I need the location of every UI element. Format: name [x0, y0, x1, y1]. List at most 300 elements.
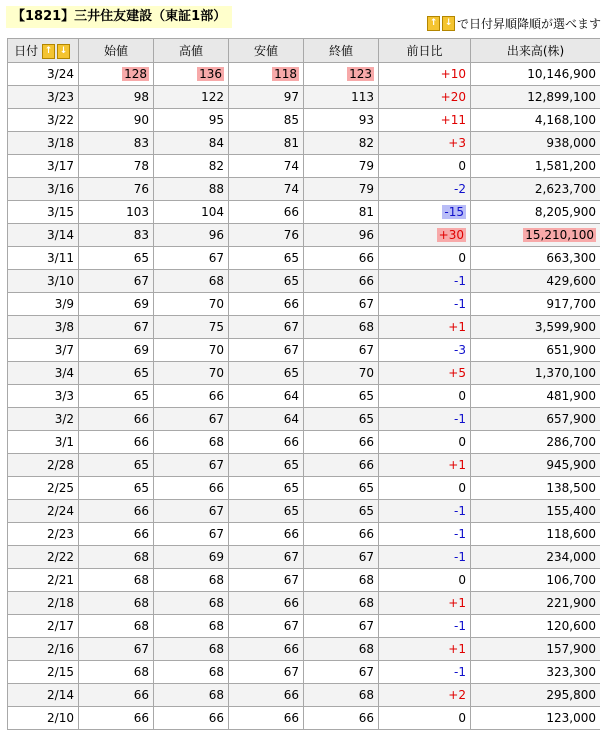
cell-change	[379, 569, 471, 592]
table-row	[8, 661, 601, 684]
cell-date	[8, 592, 79, 615]
cell-high-value: 68	[208, 274, 224, 288]
cell-change-value: +1	[448, 642, 466, 656]
cell-open	[79, 523, 154, 546]
cell-date	[8, 500, 79, 523]
cell-open	[79, 224, 154, 247]
cell-change	[379, 132, 471, 155]
cell-close-value: 96	[358, 228, 374, 242]
cell-date-value: 3/3	[54, 389, 74, 403]
cell-close	[304, 132, 379, 155]
cell-volume-value: 155,400	[546, 504, 596, 518]
cell-date-value: 2/28	[47, 458, 74, 472]
cell-volume-value: 1,581,200	[534, 159, 596, 173]
cell-close-value: 81	[358, 205, 374, 219]
cell-low	[229, 638, 304, 661]
cell-volume-value: 663,300	[546, 251, 596, 265]
cell-volume-value: 157,900	[546, 642, 596, 656]
cell-low	[229, 569, 304, 592]
cell-close-value: 70	[358, 366, 374, 380]
cell-low	[229, 431, 304, 454]
cell-change-value: 0	[458, 159, 466, 173]
cell-close-value: 66	[358, 527, 374, 541]
cell-change	[379, 638, 471, 661]
cell-high	[154, 615, 229, 638]
cell-low	[229, 247, 304, 270]
table-row	[8, 155, 601, 178]
cell-date-value: 2/17	[47, 619, 74, 633]
cell-open	[79, 569, 154, 592]
cell-close-value: 66	[358, 458, 374, 472]
cell-date	[8, 569, 79, 592]
cell-close-value: 68	[358, 642, 374, 656]
cell-high-value: 122	[201, 90, 224, 104]
cell-high	[154, 638, 229, 661]
cell-low-value: 67	[283, 665, 299, 679]
cell-close-value: 65	[358, 412, 374, 426]
cell-change-value: -1	[454, 274, 466, 288]
cell-change	[379, 155, 471, 178]
cell-volume	[471, 86, 601, 109]
cell-open	[79, 86, 154, 109]
cell-low	[229, 362, 304, 385]
table-row	[8, 385, 601, 408]
cell-high	[154, 385, 229, 408]
table-row	[8, 500, 601, 523]
cell-close-value: 65	[358, 504, 374, 518]
cell-high-value: 136	[199, 67, 222, 81]
cell-high-value: 70	[208, 366, 224, 380]
cell-low	[229, 86, 304, 109]
cell-volume	[471, 523, 601, 546]
cell-change	[379, 408, 471, 431]
cell-open	[79, 109, 154, 132]
cell-close-value: 68	[358, 320, 374, 334]
cell-date	[8, 546, 79, 569]
cell-close	[304, 454, 379, 477]
cell-close	[304, 316, 379, 339]
cell-high	[154, 224, 229, 247]
cell-high	[154, 86, 229, 109]
cell-date	[8, 155, 79, 178]
col-volume-header: 出来高(株)	[471, 39, 601, 63]
cell-change-value: +2	[448, 688, 466, 702]
table-row	[8, 224, 601, 247]
cell-change	[379, 454, 471, 477]
cell-open-value: 83	[133, 228, 149, 242]
table-row	[8, 431, 601, 454]
cell-change-value: 0	[458, 573, 466, 587]
cell-low	[229, 132, 304, 155]
cell-close-value: 68	[358, 573, 374, 587]
cell-low	[229, 500, 304, 523]
cell-change-value: -1	[454, 527, 466, 541]
cell-date-value: 3/7	[54, 343, 74, 357]
cell-close	[304, 247, 379, 270]
cell-volume	[471, 684, 601, 707]
cell-low	[229, 454, 304, 477]
cell-low	[229, 201, 304, 224]
table-row	[8, 477, 601, 500]
cell-low-value: 66	[283, 297, 299, 311]
cell-date	[8, 270, 79, 293]
cell-date	[8, 454, 79, 477]
cell-low	[229, 408, 304, 431]
cell-change	[379, 385, 471, 408]
cell-low	[229, 224, 304, 247]
cell-date	[8, 86, 79, 109]
cell-change-value: -1	[454, 412, 466, 426]
cell-change	[379, 201, 471, 224]
page-title: 【1821】三井住友建設（東証1部）	[6, 6, 232, 28]
cell-volume-value: 138,500	[546, 481, 596, 495]
cell-volume	[471, 63, 601, 86]
cell-close	[304, 707, 379, 730]
cell-change	[379, 661, 471, 684]
cell-open-value: 90	[133, 113, 149, 127]
cell-open	[79, 477, 154, 500]
cell-close	[304, 86, 379, 109]
cell-date-value: 2/10	[47, 711, 74, 725]
cell-change-value: -15	[444, 205, 464, 219]
cell-date-value: 3/4	[54, 366, 74, 380]
cell-change	[379, 684, 471, 707]
sort-desc-icon[interactable]: ↓	[442, 16, 455, 31]
cell-date-value: 3/16	[47, 182, 74, 196]
cell-high-value: 66	[208, 711, 224, 725]
cell-low-value: 65	[283, 504, 299, 518]
cell-date	[8, 638, 79, 661]
cell-high	[154, 523, 229, 546]
cell-date	[8, 316, 79, 339]
cell-date	[8, 707, 79, 730]
col-date-label: 日付	[14, 44, 39, 58]
table-row	[8, 247, 601, 270]
table-row	[8, 615, 601, 638]
cell-date	[8, 362, 79, 385]
page-header	[0, 0, 607, 38]
cell-change	[379, 615, 471, 638]
cell-date	[8, 132, 79, 155]
cell-change-value: 0	[458, 251, 466, 265]
cell-high	[154, 178, 229, 201]
cell-low	[229, 661, 304, 684]
cell-date-value: 2/24	[47, 504, 74, 518]
cell-open-value: 66	[133, 435, 149, 449]
cell-date-value: 3/1	[54, 435, 74, 449]
cell-change-value: -3	[454, 343, 466, 357]
cell-low-value: 81	[283, 136, 299, 150]
cell-volume-value: 15,210,100	[525, 228, 594, 242]
cell-open	[79, 546, 154, 569]
cell-change-value: 0	[458, 389, 466, 403]
cell-open	[79, 362, 154, 385]
cell-volume	[471, 247, 601, 270]
sort-note	[427, 14, 601, 32]
cell-open-value: 65	[133, 481, 149, 495]
cell-close	[304, 615, 379, 638]
cell-open	[79, 592, 154, 615]
table-row	[8, 569, 601, 592]
cell-volume-value: 12,899,100	[527, 90, 596, 104]
cell-volume	[471, 707, 601, 730]
cell-high-value: 68	[208, 642, 224, 656]
cell-open	[79, 270, 154, 293]
cell-close-value: 66	[358, 435, 374, 449]
cell-close	[304, 339, 379, 362]
table-row	[8, 362, 601, 385]
cell-volume	[471, 339, 601, 362]
cell-date	[8, 109, 79, 132]
cell-low	[229, 546, 304, 569]
table-row	[8, 132, 601, 155]
cell-high-value: 82	[208, 159, 224, 173]
cell-open-value: 68	[133, 550, 149, 564]
cell-close	[304, 362, 379, 385]
cell-low-value: 66	[283, 711, 299, 725]
table-body	[8, 63, 601, 730]
cell-date	[8, 293, 79, 316]
cell-close	[304, 592, 379, 615]
cell-high	[154, 569, 229, 592]
cell-close	[304, 546, 379, 569]
cell-volume	[471, 661, 601, 684]
cell-date	[8, 385, 79, 408]
cell-high-value: 67	[208, 458, 224, 472]
cell-close	[304, 500, 379, 523]
cell-high	[154, 477, 229, 500]
cell-open	[79, 408, 154, 431]
table-row	[8, 707, 601, 730]
table-row	[8, 684, 601, 707]
cell-high	[154, 707, 229, 730]
cell-high-value: 68	[208, 573, 224, 587]
cell-close-value: 66	[358, 711, 374, 725]
cell-change	[379, 270, 471, 293]
cell-volume-value: 1,370,100	[534, 366, 596, 380]
cell-low-value: 65	[283, 251, 299, 265]
cell-high-value: 67	[208, 412, 224, 426]
cell-date-value: 3/10	[47, 274, 74, 288]
cell-close	[304, 63, 379, 86]
cell-open-value: 66	[133, 688, 149, 702]
cell-high	[154, 109, 229, 132]
cell-volume-value: 4,168,100	[534, 113, 596, 127]
cell-date-value: 2/16	[47, 642, 74, 656]
cell-open	[79, 132, 154, 155]
cell-low	[229, 339, 304, 362]
cell-date	[8, 477, 79, 500]
table-row	[8, 293, 601, 316]
cell-volume	[471, 477, 601, 500]
cell-high-value: 68	[208, 596, 224, 610]
cell-change-value: +3	[448, 136, 466, 150]
table-row	[8, 109, 601, 132]
cell-open-value: 69	[133, 297, 149, 311]
cell-volume	[471, 569, 601, 592]
cell-open	[79, 615, 154, 638]
cell-open-value: 103	[126, 205, 149, 219]
cell-high-value: 88	[208, 182, 224, 196]
cell-high	[154, 408, 229, 431]
cell-open-value: 128	[124, 67, 147, 81]
col-close-header: 終値	[304, 39, 379, 63]
cell-close-value: 67	[358, 550, 374, 564]
cell-change	[379, 247, 471, 270]
cell-low	[229, 477, 304, 500]
cell-change	[379, 63, 471, 86]
cell-date-value: 3/24	[47, 67, 74, 81]
cell-change-value: +1	[448, 596, 466, 610]
cell-open	[79, 661, 154, 684]
cell-volume-value: 234,000	[546, 550, 596, 564]
cell-volume-value: 286,700	[546, 435, 596, 449]
cell-open-value: 67	[133, 642, 149, 656]
cell-high	[154, 592, 229, 615]
cell-high-value: 70	[208, 297, 224, 311]
cell-high	[154, 63, 229, 86]
cell-open-value: 66	[133, 527, 149, 541]
cell-open	[79, 155, 154, 178]
price-table-container	[7, 38, 600, 741]
col-change-header: 前日比	[379, 39, 471, 63]
cell-volume	[471, 454, 601, 477]
cell-date-value: 3/17	[47, 159, 74, 173]
cell-volume	[471, 201, 601, 224]
cell-low-value: 66	[283, 642, 299, 656]
cell-date	[8, 224, 79, 247]
cell-open	[79, 339, 154, 362]
cell-volume-value: 938,000	[546, 136, 596, 150]
cell-low	[229, 155, 304, 178]
cell-close	[304, 661, 379, 684]
cell-open	[79, 293, 154, 316]
table-row	[8, 454, 601, 477]
cell-high-value: 84	[208, 136, 224, 150]
table-row	[8, 523, 601, 546]
cell-high	[154, 339, 229, 362]
cell-close	[304, 224, 379, 247]
cell-low-value: 67	[283, 550, 299, 564]
cell-open	[79, 201, 154, 224]
cell-low	[229, 178, 304, 201]
cell-close	[304, 431, 379, 454]
cell-close	[304, 109, 379, 132]
cell-open-value: 67	[133, 274, 149, 288]
cell-high	[154, 316, 229, 339]
cell-change	[379, 362, 471, 385]
cell-low	[229, 684, 304, 707]
cell-low	[229, 385, 304, 408]
cell-volume-value: 3,599,900	[534, 320, 596, 334]
cell-volume-value: 917,700	[546, 297, 596, 311]
cell-close	[304, 201, 379, 224]
cell-date-value: 2/21	[47, 573, 74, 587]
cell-change	[379, 431, 471, 454]
cell-change	[379, 86, 471, 109]
cell-date	[8, 339, 79, 362]
cell-open-value: 83	[133, 136, 149, 150]
cell-date-value: 2/18	[47, 596, 74, 610]
cell-date-value: 3/23	[47, 90, 74, 104]
table-header-row	[8, 39, 601, 63]
cell-low-value: 66	[283, 205, 299, 219]
cell-close	[304, 385, 379, 408]
table-row	[8, 339, 601, 362]
cell-open-value: 68	[133, 665, 149, 679]
cell-low-value: 97	[283, 90, 299, 104]
cell-date-value: 2/22	[47, 550, 74, 564]
cell-volume	[471, 293, 601, 316]
table-row	[8, 546, 601, 569]
cell-date-value: 3/14	[47, 228, 74, 242]
cell-low-value: 85	[283, 113, 299, 127]
cell-close	[304, 638, 379, 661]
date-sort-asc-icon[interactable]: ↑	[42, 44, 55, 59]
cell-high	[154, 454, 229, 477]
cell-date	[8, 684, 79, 707]
cell-change	[379, 707, 471, 730]
cell-date	[8, 63, 79, 86]
cell-volume	[471, 431, 601, 454]
cell-high	[154, 201, 229, 224]
cell-change-value: 0	[458, 435, 466, 449]
table-row	[8, 86, 601, 109]
cell-close	[304, 270, 379, 293]
cell-close	[304, 178, 379, 201]
cell-close	[304, 408, 379, 431]
cell-volume	[471, 500, 601, 523]
col-date-header[interactable]	[8, 39, 79, 63]
cell-open-value: 65	[133, 389, 149, 403]
cell-change	[379, 500, 471, 523]
cell-close	[304, 523, 379, 546]
cell-change	[379, 477, 471, 500]
cell-high	[154, 546, 229, 569]
sort-asc-icon[interactable]: ↑	[427, 16, 440, 31]
cell-close-value: 68	[358, 596, 374, 610]
cell-open	[79, 431, 154, 454]
cell-volume-value: 106,700	[546, 573, 596, 587]
cell-low-value: 76	[283, 228, 299, 242]
cell-low-value: 64	[283, 389, 299, 403]
cell-high	[154, 132, 229, 155]
cell-open	[79, 178, 154, 201]
cell-open	[79, 316, 154, 339]
cell-change-value: 0	[458, 481, 466, 495]
cell-volume	[471, 155, 601, 178]
cell-date-value: 2/15	[47, 665, 74, 679]
cell-change	[379, 293, 471, 316]
cell-volume	[471, 385, 601, 408]
cell-date-value: 2/23	[47, 527, 74, 541]
cell-open	[79, 63, 154, 86]
cell-change-value: -1	[454, 550, 466, 564]
cell-volume-value: 2,623,700	[534, 182, 596, 196]
cell-date	[8, 661, 79, 684]
cell-high-value: 69	[208, 550, 224, 564]
date-sort-desc-icon[interactable]: ↓	[57, 44, 70, 59]
cell-change	[379, 178, 471, 201]
cell-date	[8, 178, 79, 201]
cell-low-value: 65	[283, 274, 299, 288]
cell-change-value: +10	[440, 67, 466, 81]
table-row	[8, 592, 601, 615]
cell-low	[229, 270, 304, 293]
cell-change	[379, 523, 471, 546]
cell-volume	[471, 132, 601, 155]
cell-date-value: 3/11	[47, 251, 74, 265]
